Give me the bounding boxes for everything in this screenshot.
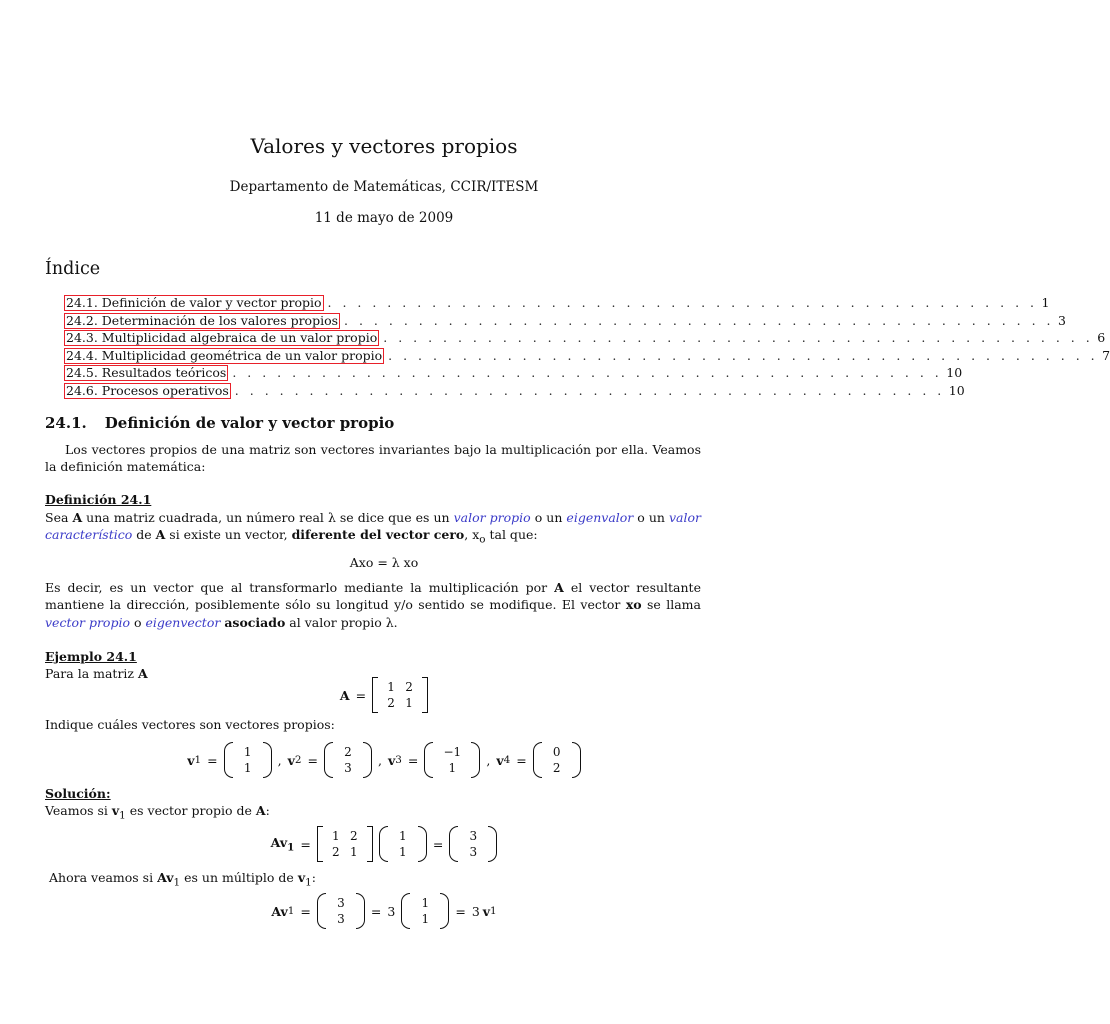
matrix-A-equation: A = 1 2 2 1 bbox=[0, 677, 768, 713]
example-heading: Ejemplo 24.1 bbox=[45, 649, 137, 664]
result-vector: 3 3 bbox=[449, 826, 497, 862]
toc-entry-link[interactable]: 24.3. Multiplicidad algebraica de un valor propio bbox=[66, 330, 378, 346]
example-intro: Para la matriz A bbox=[45, 666, 148, 681]
document-title: Valores y vectores propios bbox=[250, 134, 518, 158]
vector-v2: 2 3 bbox=[324, 742, 372, 778]
explanation-paragraph: Es decir, es un vector que al transformarlo mediante la multiplicación por A el vector resultante mantiene la dirección, posiblemente sólo su longitud y/o sentido se modifique. El vector xo se llama vector propio o eigenvector asociado al valor propio λ. bbox=[45, 580, 701, 630]
toc-entry-link[interactable]: 24.1. Definición de valor y vector propio bbox=[66, 295, 322, 310]
vector-v1-copy: 1 1 bbox=[379, 826, 427, 862]
toc-entry[interactable] bbox=[64, 382, 965, 400]
toc-page-number: 10 bbox=[948, 382, 965, 398]
toc-entry-link[interactable]: 24.5. Resultados teóricos bbox=[66, 365, 227, 381]
toc-entry[interactable] bbox=[64, 312, 1066, 330]
toc-entry-link[interactable]: 24.4. Multiplicidad geométrica de un valor propio bbox=[66, 347, 383, 363]
toc-entry[interactable] bbox=[64, 329, 1106, 347]
toc-entry-link[interactable]: 24.2. Determinación de los valores propios bbox=[66, 312, 339, 328]
toc-page-number: 10 bbox=[946, 365, 963, 381]
definition-paragraph: Sea A una matriz cuadrada, un número real λ se dice que es un valor propio o un eigenvalor o un valor característico de A si existe un vector, diferente del vector cero, $x_o$ tal que: bbox=[45, 510, 702, 546]
vector-v3: −1 1 bbox=[424, 742, 480, 778]
solution-equation-1: $Av_1$ = 1 2 2 1 1 1 = 3 3 bbox=[0, 826, 768, 862]
definition-heading: Definición 24.1 bbox=[45, 492, 152, 507]
toc-page-number: 7 bbox=[1102, 347, 1110, 363]
solution-line-2: Ahora veamos si $Av_1$ es un múltiplo de $v_1$: bbox=[49, 870, 316, 889]
toc-entry[interactable] bbox=[64, 347, 1110, 365]
toc-leader: . . . . . . . . . . . . . . . . . . . . . . . . . . . . . . . . . . . . . . . . . . . . . . . . bbox=[234, 382, 945, 398]
toc-entry[interactable] bbox=[64, 294, 1050, 312]
matrix-A: 1 2 2 1 bbox=[372, 677, 428, 713]
toc-entry[interactable] bbox=[64, 364, 963, 382]
example-question: Indique cuáles vectores son vectores propios: bbox=[45, 717, 335, 732]
result-vector-copy: 3 3 bbox=[317, 893, 365, 929]
toc-leader: . . . . . . . . . . . . . . . . . . . . . . . . . . . . . . . . . . . . . . . . . . . . . . . . bbox=[232, 365, 943, 381]
toc-page-number: 1 bbox=[1041, 295, 1050, 310]
solution-equation-2: Av 1 = 3 3 = 3 1 1 = 3 v 1 bbox=[0, 893, 768, 929]
vector-v1: 1 1 bbox=[224, 742, 272, 778]
section-title: Definición de valor y vector propio bbox=[104, 414, 395, 432]
toc-entry-link[interactable]: 24.6. Procesos operativos bbox=[66, 382, 229, 398]
toc-leader: . . . . . . . . . . . . . . . . . . . . . . . . . . . . . . . . . . . . . . . . . . . . . . . . bbox=[388, 347, 1099, 363]
section-number: 24.1. bbox=[45, 414, 87, 432]
vector-v4: 0 2 bbox=[533, 742, 581, 778]
toc-page-number: 6 bbox=[1097, 330, 1106, 346]
candidate-vectors: v 1 = 1 1 , v 2 = 2 3 , v 3 = −1 1 , v 4 = 0 2 bbox=[0, 742, 768, 778]
definition-equation: Axo = λ xo bbox=[349, 555, 419, 570]
toc-heading: Índice bbox=[45, 259, 101, 279]
table-of-contents bbox=[64, 294, 1110, 400]
term-valor-propio: valor propio bbox=[453, 510, 531, 525]
term-eigenvalor: eigenvalor bbox=[566, 510, 634, 525]
term-valor-caracteristico: valor característico bbox=[45, 510, 702, 543]
document-date: 11 de mayo de 2009 bbox=[314, 210, 454, 226]
toc-leader: . . . . . . . . . . . . . . . . . . . . . . . . . . . . . . . . . . . . . . . . . . . . . . . . bbox=[383, 330, 1094, 346]
toc-leader: . . . . . . . . . . . . . . . . . . . . . . . . . . . . . . . . . . . . . . . . . . . . . . . . bbox=[327, 295, 1038, 310]
vector-v1-copy-2: 1 1 bbox=[401, 893, 449, 929]
matrix-A-copy: 1 2 2 1 bbox=[317, 826, 373, 862]
toc-page-number: 3 bbox=[1058, 312, 1066, 328]
term-eigenvector: eigenvector bbox=[145, 614, 221, 630]
document-author: Departamento de Matemáticas, CCIR/ITESM bbox=[229, 179, 539, 195]
intro-paragraph: Los vectores propios de una matriz son vectores invariantes bajo la multiplicación por ella. Veamos la definición matemática: bbox=[45, 442, 701, 475]
solution-heading: Solución: bbox=[45, 786, 111, 801]
solution-line-1: Veamos si $v_1$ es vector propio de A: bbox=[45, 803, 270, 822]
section-heading bbox=[45, 414, 394, 432]
toc-leader: . . . . . . . . . . . . . . . . . . . . . . . . . . . . . . . . . . . . . . . . . . . . . . . . bbox=[344, 312, 1055, 328]
term-vector-propio: vector propio bbox=[45, 614, 130, 630]
